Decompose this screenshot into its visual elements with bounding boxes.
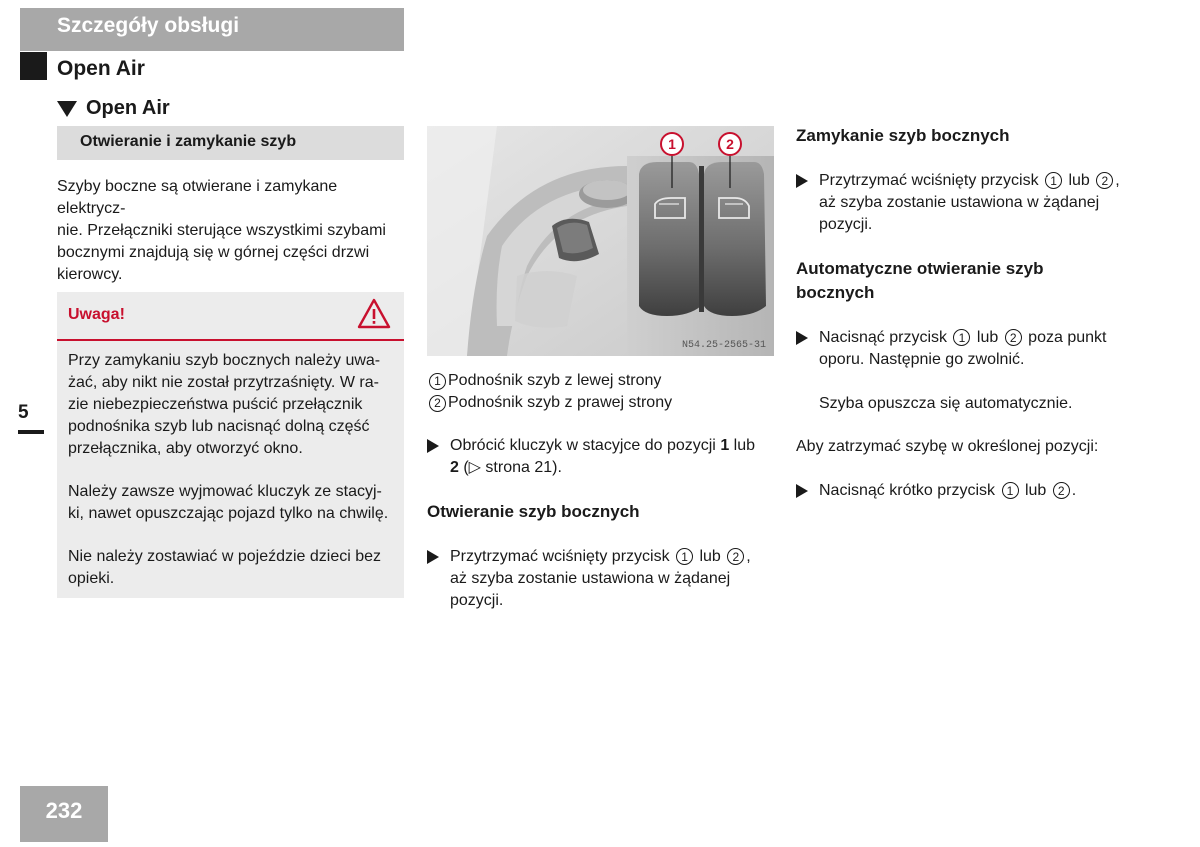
figure-code: N54.25-2565-31: [681, 340, 766, 351]
step-text: lub: [1064, 172, 1095, 189]
step-text: Obrócić kluczyk w stacyjce do pozycji: [450, 437, 721, 454]
warning-line: opieki.: [68, 570, 115, 587]
step-text: .: [1071, 482, 1077, 499]
auto-note: Szyba opuszcza się automatycznie.: [819, 395, 1073, 412]
step-auto-open: [796, 327, 1176, 371]
warning-line: ki, nawet opuszczając pojazd tylko na chwilę.: [68, 505, 389, 522]
step-text: poza punkt: [1023, 329, 1107, 346]
step-text: Nacisnąć przycisk: [819, 329, 952, 346]
warning-line: Należy zawsze wyjmować kluczyk ze stacyj-: [68, 483, 382, 500]
button-number: 2: [1005, 329, 1022, 346]
heading-auto-open: [796, 257, 1176, 305]
chapter-header-bar: [20, 8, 404, 51]
step-text: pozycji.: [819, 216, 873, 233]
legend-text: Podnośnik szyb z lewej strony: [448, 372, 662, 389]
step-text: aż szyba zostanie ustawiona w żądanej: [819, 194, 1100, 211]
warning-line: podnośnika szyb lub nacisnąć dolną część: [68, 418, 370, 435]
stop-instruction: Aby zatrzymać szybę w określonej pozycji:: [796, 438, 1099, 455]
intro-line: nie. Przełączniki sterujące wszystkimi szybami: [57, 222, 386, 239]
legend-item: [427, 370, 777, 392]
arrow-bullet-icon: [427, 550, 439, 564]
position-number: 2: [450, 459, 459, 476]
button-number: 2: [1096, 172, 1113, 189]
step-text: lub: [972, 329, 1003, 346]
heading-line: Automatyczne otwieranie szyb: [796, 259, 1044, 278]
section-title: Open Air: [57, 57, 145, 80]
heading-line: bocznych: [796, 283, 875, 302]
step-text: ,: [746, 548, 751, 565]
section-marker: [20, 52, 47, 80]
window-switch-photo: [427, 126, 774, 356]
step-text: lub: [729, 437, 756, 454]
warning-paragraph-2: [68, 481, 398, 525]
step-turn-key: [427, 435, 777, 479]
button-number: 1: [1045, 172, 1062, 189]
callout-2-label: 2: [726, 136, 734, 152]
intro-paragraph: [57, 176, 407, 286]
legend-item: [427, 392, 777, 414]
step-text: Przytrzymać wciśnięty przycisk: [450, 548, 675, 565]
step-text: ,: [1115, 172, 1120, 189]
topic-bar: [57, 126, 404, 160]
button-number: 1: [1002, 482, 1019, 499]
warning-divider: [57, 339, 404, 341]
page-number-box: [20, 786, 108, 842]
position-number: 1: [720, 437, 730, 454]
button-number: 2: [727, 548, 744, 565]
callout-1-label: 1: [668, 136, 676, 152]
warning-paragraph-1: [68, 350, 398, 460]
button-number: 1: [676, 548, 693, 565]
step-open-windows: [427, 546, 777, 612]
warning-line: zie niebezpieczeństwa puścić przełącznik: [68, 396, 363, 413]
warning-line: Nie należy zostawiać w pojeździe dzieci bez: [68, 548, 382, 565]
warning-line: przełącznika, aby otworzyć okno.: [68, 440, 303, 457]
intro-line: Szyby boczne są otwierane i zamykane elektrycz-: [57, 178, 338, 217]
step-text: aż szyba zostanie ustawiona w żądanej: [450, 570, 731, 587]
step-text: Przytrzymać wciśnięty przycisk: [819, 172, 1044, 189]
chapter-tab-underline: [18, 430, 44, 434]
step-stop-window: [796, 480, 1176, 502]
page-reference: (▷ strona 21).: [458, 459, 562, 476]
step-text: oporu. Następnie go zwolnić.: [819, 351, 1025, 368]
page-number: 232: [45, 798, 83, 823]
warning-line: żać, aby nikt nie został przytrzaśnięty. W ra-: [68, 374, 379, 391]
intro-line: kierowcy.: [57, 266, 123, 283]
subsection-title-text: Open Air: [86, 97, 170, 119]
warning-triangle-icon: [357, 298, 391, 330]
subsection-title: [57, 97, 170, 120]
chapter-tab: 5: [18, 402, 29, 423]
step-text: lub: [695, 548, 726, 565]
step-text: lub: [1020, 482, 1051, 499]
window-switch-illustration: [427, 126, 774, 356]
topic-title: Otwieranie i zamykanie szyb: [80, 133, 297, 150]
arrow-bullet-icon: [796, 174, 808, 188]
warning-heading: Uwaga!: [68, 306, 125, 323]
warning-box: [57, 292, 404, 598]
arrow-bullet-icon: [796, 331, 808, 345]
chapter-header-title: Szczegóły obsługi: [57, 14, 240, 37]
legend-number: 2: [429, 395, 446, 412]
legend-text: Podnośnik szyb z prawej strony: [448, 394, 673, 411]
button-number: 1: [953, 329, 970, 346]
triangle-down-icon: [57, 101, 77, 117]
arrow-bullet-icon: [796, 484, 808, 498]
step-close-windows: [796, 170, 1176, 236]
step-text: pozycji.: [450, 592, 504, 609]
step-text: Nacisnąć krótko przycisk: [819, 482, 1000, 499]
heading-open-windows: Otwieranie szyb bocznych: [427, 502, 640, 521]
warning-line: Przy zamykaniu szyb bocznych należy uwa-: [68, 352, 381, 369]
arrow-bullet-icon: [427, 439, 439, 453]
intro-line: bocznymi znajdują się w górnej części drzwi: [57, 244, 370, 261]
button-number: 2: [1053, 482, 1070, 499]
legend-number: 1: [429, 373, 446, 390]
warning-paragraph-3: [68, 546, 398, 590]
heading-close-windows: Zamykanie szyb bocznych: [796, 126, 1010, 145]
